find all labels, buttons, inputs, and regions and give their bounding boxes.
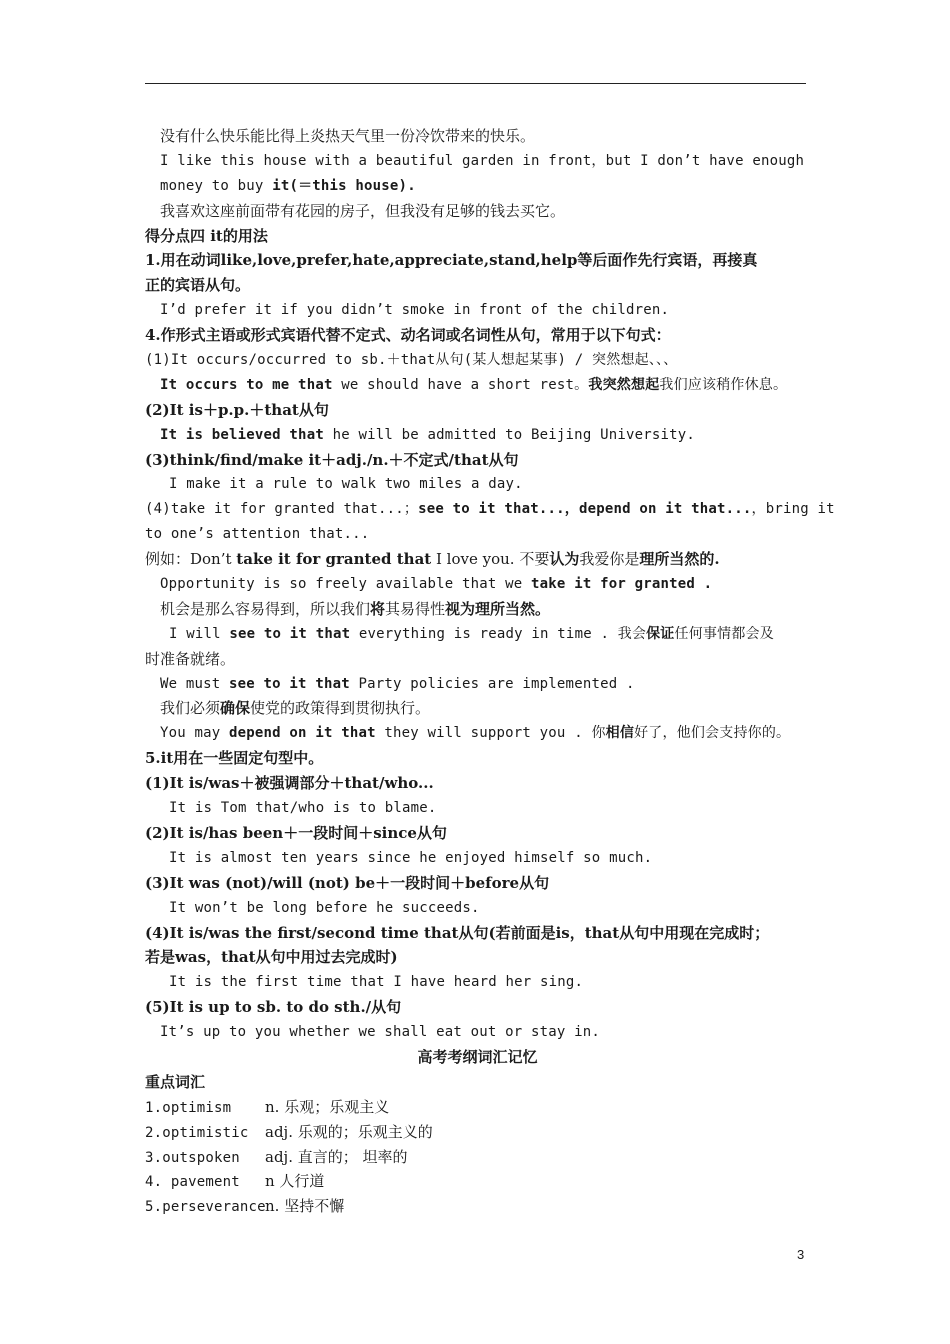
vocab-definition: adj. 直言的； 坦率的 — [265, 1147, 408, 1166]
text-line — [145, 522, 810, 547]
vocab-item — [145, 1169, 810, 1194]
document-body — [145, 124, 835, 1219]
vocab-definition: n. 乐观；乐观主义 — [265, 1097, 390, 1116]
text-segment: 相信 — [605, 725, 635, 742]
text-line — [145, 647, 810, 672]
text-segment: see to it that...，depend on it that... — [418, 501, 752, 518]
text-line — [145, 1020, 810, 1045]
text-line — [145, 871, 810, 896]
text-line — [145, 448, 810, 473]
text-segment: 机会是那么容易得到，所以我们 — [160, 599, 371, 618]
vocab-list — [145, 1095, 810, 1219]
text-segment: 使党的政策得到贯彻执行。 — [250, 699, 431, 718]
text-segment: they will support you . 你 — [375, 725, 606, 742]
text-segment: I love you. 不要 — [431, 550, 550, 569]
header-rule — [145, 83, 806, 84]
text-segment: Party policies are implemented . — [349, 675, 635, 692]
text-segment: 理所当然的. — [639, 550, 720, 569]
text-segment: see to it that — [229, 625, 351, 642]
text-segment: to one’s attention that... — [145, 526, 370, 543]
text-segment: It’s up to you whether we shall eat out or stay in. — [160, 1024, 601, 1041]
text-segment: 保证 — [646, 625, 675, 642]
text-line — [145, 721, 810, 746]
text-line — [145, 945, 810, 970]
text-line — [145, 373, 810, 398]
text-line — [145, 622, 810, 647]
text-segment: (4)take it for granted that...； — [145, 501, 419, 518]
text-segment: (3)think/find/make it＋adj./n.＋不定式/that从句 — [145, 450, 519, 469]
text-line — [145, 846, 810, 871]
text-line — [145, 224, 810, 249]
text-segment: It is almost ten years since he enjoyed himself so much. — [169, 849, 653, 866]
text-segment: 1.用在动词like,love,prefer,hate,appreciate,stand,help等后面作先行宾语，再接真 — [145, 251, 758, 270]
page-number: 3 — [797, 1247, 805, 1262]
text-segment: It is the first time that I have heard her sing. — [169, 974, 584, 991]
text-line — [145, 597, 810, 622]
text-segment: (3)It was (not)/will (not) be＋一段时间＋before从句 — [145, 873, 550, 892]
text-segment: (1)It is/was＋被强调部分＋that/who... — [145, 774, 434, 793]
text-line — [145, 1070, 810, 1095]
text-segment: 好了，他们会支持你的。 — [634, 725, 791, 742]
text-line — [145, 896, 810, 921]
text-line — [145, 921, 810, 946]
vocab-item — [145, 1145, 810, 1170]
text-segment: 其易得性 — [385, 599, 446, 618]
text-line — [145, 423, 810, 448]
text-segment: 正的宾语从句。 — [145, 276, 251, 295]
text-segment: 任何事情都会及 — [674, 625, 774, 642]
text-segment: I will — [169, 625, 230, 642]
text-lines — [145, 124, 835, 1095]
text-segment: You may — [160, 725, 230, 742]
text-segment: I’d prefer it if you didn’t smoke in front of the children. — [160, 302, 670, 319]
vocab-definition: n. 坚持不懈 — [265, 1197, 345, 1216]
text-segment: (4)It is/was the first/second time that从句(若前面是is，that从句中用现在完成时； — [145, 923, 770, 942]
text-segment: 视为理所当然。 — [445, 599, 551, 618]
vocab-item — [145, 1095, 810, 1120]
text-segment: 重点词汇 — [145, 1072, 206, 1091]
text-segment: It occurs to me that — [160, 376, 333, 393]
vocab-word: 5.perseverance — [145, 1199, 266, 1216]
vocab-item — [145, 1120, 810, 1145]
text-segment: depend on it that — [229, 725, 376, 742]
text-segment: 我突然想起 — [588, 376, 660, 393]
text-segment: we should have a short rest。 — [332, 376, 589, 393]
text-segment: everything is ready in time . 我会 — [350, 625, 647, 642]
text-segment: take it for granted that — [236, 550, 432, 569]
text-line — [145, 348, 810, 373]
vocab-word: 3.outspoken — [145, 1149, 240, 1166]
vocab-word: 2.optimistic — [145, 1124, 249, 1141]
text-line — [145, 149, 810, 174]
text-segment: take it for granted . — [531, 576, 713, 593]
vocab-item — [145, 1194, 810, 1219]
text-segment: 将 — [370, 599, 386, 618]
vocab-word: 4. pavement — [145, 1174, 240, 1191]
text-line — [145, 273, 810, 298]
text-line — [145, 497, 835, 522]
text-line — [145, 970, 810, 995]
text-segment: 得分点四 it的用法 — [145, 226, 268, 245]
text-line — [145, 124, 810, 149]
text-line — [145, 199, 810, 224]
text-segment: 我爱你是 — [579, 550, 640, 569]
text-segment: It is Tom that/who is to blame. — [169, 800, 437, 817]
vocab-word: 1.optimism — [145, 1099, 232, 1116]
text-line — [145, 174, 810, 199]
text-line — [145, 746, 810, 771]
text-segment: (2)It is＋p.p.＋that从句 — [145, 400, 329, 419]
vocab-definition: adj. 乐观的；乐观主义的 — [265, 1122, 433, 1141]
text-segment: 若是was，that从句中用过去完成时) — [145, 948, 398, 967]
text-line — [145, 796, 810, 821]
text-segment: 我喜欢这座前面带有花园的房子，但我没有足够的钱去买它。 — [160, 201, 566, 220]
text-segment: 认为 — [549, 550, 580, 569]
text-line — [145, 821, 810, 846]
text-line — [145, 771, 810, 796]
text-line — [145, 472, 810, 497]
text-segment: it(＝this house). — [272, 177, 416, 194]
text-segment: It won’t be long before he succeeds. — [169, 899, 480, 916]
text-segment: Opportunity is so freely available that we — [160, 576, 532, 593]
text-segment: I like this house with a beautiful garden in front，but I don’t have enough — [160, 152, 805, 169]
text-line — [145, 572, 810, 597]
text-segment: 5.it用在一些固定句型中。 — [145, 749, 324, 768]
vocab-definition: n 人行道 — [265, 1172, 325, 1191]
text-line — [145, 672, 810, 697]
text-segment: ，bring it — [751, 501, 835, 518]
text-line — [145, 398, 810, 423]
text-segment: money to buy — [160, 177, 273, 194]
text-line — [145, 547, 810, 572]
text-segment: 高考考纲词汇记忆 — [417, 1047, 538, 1066]
text-segment: see to it that — [229, 675, 350, 692]
text-line — [145, 323, 810, 348]
text-segment: It is believed that — [160, 426, 324, 443]
text-segment: I make it a rule to walk two miles a day. — [169, 476, 523, 493]
text-segment: We must — [160, 675, 230, 692]
text-segment: 没有什么快乐能比得上炎热天气里一份冷饮带来的快乐。 — [160, 127, 536, 145]
text-line — [145, 298, 810, 323]
text-segment: he will be admitted to Beijing University. — [323, 426, 695, 443]
text-segment: 我们应该稍作休息。 — [659, 376, 788, 393]
text-line — [145, 696, 810, 721]
text-segment: 确保 — [220, 699, 251, 718]
text-segment: (1)It occurs/occurred to sb.＋that从句(某人想起某事) / 突然想起、、、 — [145, 352, 678, 369]
text-segment: 时准备就绪。 — [145, 649, 236, 668]
text-segment: (5)It is up to sb. to do sth./从句 — [145, 998, 402, 1017]
text-segment: 例如：Don’t — [145, 550, 237, 569]
text-line — [145, 995, 810, 1020]
text-line — [145, 1045, 810, 1070]
text-line — [145, 248, 810, 273]
text-segment: 4.作形式主语或形式宾语代替不定式、动名词或名词性从句，常用于以下句式： — [145, 326, 671, 345]
text-segment: 我们必须 — [160, 699, 221, 718]
text-segment: (2)It is/has been＋一段时间＋since从句 — [145, 823, 447, 842]
